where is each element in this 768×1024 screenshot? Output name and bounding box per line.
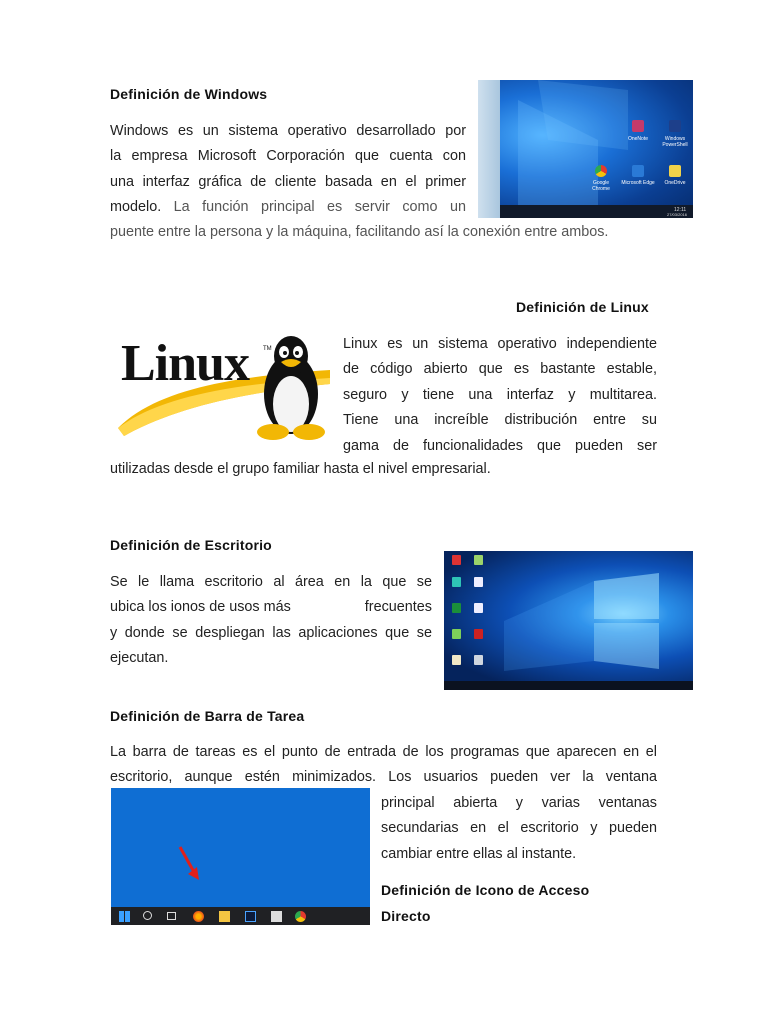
store-icon xyxy=(271,911,282,922)
text-line: cambiar entre ellas al instante. xyxy=(381,845,577,862)
app-icon xyxy=(452,603,461,613)
app-icon xyxy=(474,555,483,565)
app-icon xyxy=(474,577,483,587)
edge-icon xyxy=(632,165,644,177)
heading-windows: Definición de Windows xyxy=(110,86,268,102)
app-icon xyxy=(474,629,483,639)
text-line: escritorio, aunque estén minimizados. Los usuarios pueden ver la ventana xyxy=(110,769,657,786)
red-arrow-icon xyxy=(175,844,205,884)
chrome-icon xyxy=(595,165,607,177)
text-line: una interfaz gráfica de cliente basada en el primer xyxy=(110,173,466,190)
heading-escritorio: Definición de Escritorio xyxy=(110,537,272,553)
heading-barra-de-tarea: Definición de Barra de Tarea xyxy=(110,708,305,724)
paragraph-windows xyxy=(110,119,466,221)
text-fragment: modelo. xyxy=(110,199,162,216)
text-line: puente entre la persona y la máquina, facilitando así la conexión entre ambos. xyxy=(110,224,609,240)
icon-label: Windows PowerShell xyxy=(662,136,688,148)
windows-desktop-image xyxy=(478,80,693,218)
text-line: de código abierto que es bastante estable, xyxy=(343,361,657,378)
icon-label: OneNote xyxy=(627,136,648,142)
file-explorer-icon xyxy=(219,911,230,922)
text-line xyxy=(110,195,466,220)
text-line: utilizadas desde el grupo familiar hasta el nivel empresarial. xyxy=(110,461,491,477)
taskbar xyxy=(444,681,693,690)
onenote-icon xyxy=(632,120,644,132)
app-icon xyxy=(452,555,461,565)
clock: 12:11 xyxy=(674,207,687,213)
heading-linux: Definición de Linux xyxy=(516,299,649,315)
paragraph-barra-cont xyxy=(381,791,657,867)
text-line: gama de funcionalidades que pueden ser xyxy=(343,437,657,454)
app-icon xyxy=(474,603,483,613)
tux-penguin-icon xyxy=(253,334,330,442)
text-line: la empresa Microsoft Corporación que cuenta con xyxy=(110,148,466,165)
heading-icono-acceso-directo: Definición de Icono de Acceso xyxy=(381,882,590,898)
powershell-icon xyxy=(669,120,681,132)
heading-icono-acceso-directo-cont: Directo xyxy=(381,908,431,924)
text-line: Se le llama escritorio al área en la que se xyxy=(110,574,432,590)
window-edge xyxy=(478,80,500,218)
icon-label: OneDrive xyxy=(664,180,686,186)
text-line: ejecutan. xyxy=(110,650,169,667)
linux-wordmark: Linux xyxy=(121,335,249,392)
onedrive-icon xyxy=(669,165,681,177)
text-line: y donde se despliegan las aplicaciones que se xyxy=(110,624,432,641)
app-icon xyxy=(452,577,461,587)
paragraph-barra xyxy=(110,740,657,791)
search-icon xyxy=(143,911,152,920)
text-line: Linux es un sistema operativo independiente xyxy=(343,336,657,352)
linux-logo-image xyxy=(118,318,330,442)
trademark: TM xyxy=(263,346,272,352)
chrome-icon xyxy=(295,911,306,922)
paragraph-linux xyxy=(343,332,657,459)
task-view-icon xyxy=(167,912,176,920)
desktop-screenshot-image xyxy=(444,551,693,690)
recycle-bin-icon xyxy=(474,655,483,665)
text-line: principal abierta y varias ventanas xyxy=(381,795,657,811)
firefox-icon xyxy=(193,911,204,922)
windows-logo-light xyxy=(444,551,693,690)
paragraph-escritorio xyxy=(110,570,432,672)
app-icon xyxy=(452,629,461,639)
date: 27/03/2016 xyxy=(667,212,688,217)
windows-start-icon xyxy=(119,911,130,922)
icon-label: Google Chrome xyxy=(592,180,610,192)
text-line xyxy=(110,595,432,620)
text-line: Tiene una increíble distribución entre su xyxy=(343,412,657,429)
text-line: secundarias en el escritorio y pueden xyxy=(381,820,657,837)
app-icon xyxy=(452,655,461,665)
taskbar xyxy=(500,205,693,218)
text-fragment: La función principal es servir como un xyxy=(161,199,466,216)
taskbar-screenshot-image xyxy=(111,788,370,925)
text-fragment: ubica los ionos de usos más xyxy=(110,599,291,616)
windows-logo-light-rays xyxy=(478,80,693,218)
text-fragment: frecuentes xyxy=(364,599,432,616)
photoshop-icon xyxy=(245,911,256,922)
text-line: La barra de tareas es el punto de entrada de los programas que aparecen en el xyxy=(110,744,657,760)
text-line: seguro y tiene una interfaz y multitarea. xyxy=(343,386,657,403)
icon-label: Microsoft Edge xyxy=(621,180,655,186)
text-line: Windows es un sistema operativo desarrollado por xyxy=(110,123,466,139)
